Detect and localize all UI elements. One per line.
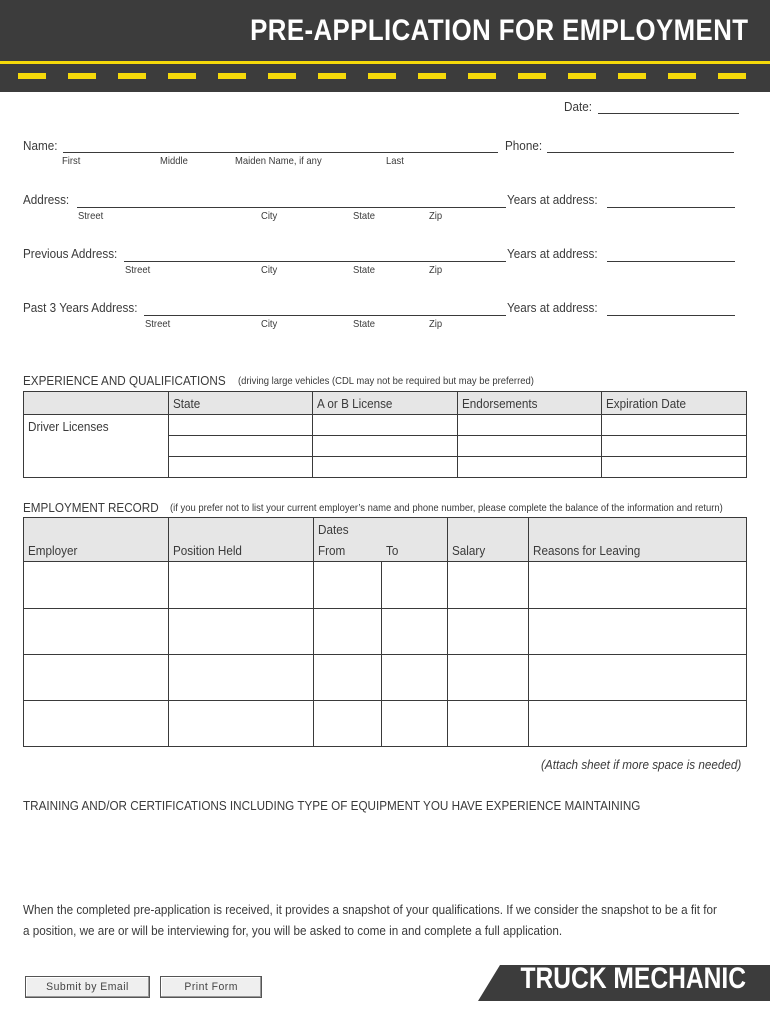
employment-cell[interactable] — [448, 609, 529, 655]
header-banner — [0, 0, 770, 92]
past-address-state-hint: State — [353, 318, 376, 330]
address-label: Address: — [23, 192, 70, 207]
employment-cell[interactable] — [24, 655, 169, 701]
employment-table-header — [24, 518, 747, 562]
employment-row — [24, 609, 747, 655]
license-cell[interactable] — [168, 436, 313, 457]
employment-header-salary: Salary — [448, 518, 529, 562]
license-header-blank — [24, 392, 169, 415]
employment-cell[interactable] — [529, 562, 747, 609]
closing-line-2: a position, we are or will be interviewing for, you will be asked to come in and complete a full application. — [23, 923, 563, 938]
license-header-endorsements: Endorsements — [458, 392, 602, 415]
employment-cell[interactable] — [382, 701, 448, 747]
license-cell[interactable] — [168, 457, 313, 478]
prev-address-city-hint: City — [261, 264, 278, 276]
road-stripe — [0, 61, 770, 64]
license-header-expiration: Expiration Date — [602, 392, 747, 415]
road-dash — [618, 73, 646, 79]
prev-address-field[interactable] — [124, 244, 506, 260]
address-street-hint: Street — [78, 210, 104, 222]
employment-cell[interactable] — [382, 562, 448, 609]
road-dash — [468, 73, 496, 79]
employment-header-employer: Employer — [24, 518, 169, 562]
road-dash — [268, 73, 296, 79]
attach-sheet-note: (Attach sheet if more space is needed) — [541, 757, 742, 772]
license-row — [24, 415, 747, 436]
employment-cell[interactable] — [529, 655, 747, 701]
license-header-class: A or B License — [313, 392, 458, 415]
employment-cell[interactable] — [168, 609, 313, 655]
employment-row — [24, 655, 747, 701]
employment-cell[interactable] — [382, 655, 448, 701]
road-dashes — [0, 73, 770, 81]
license-cell[interactable] — [458, 436, 602, 457]
employment-cell[interactable] — [24, 609, 169, 655]
print-form-button[interactable]: Print Form — [160, 976, 262, 998]
license-cell[interactable] — [313, 415, 458, 436]
employment-heading: EMPLOYMENT RECORD — [23, 500, 159, 515]
address-years-label: Years at address: — [507, 192, 598, 207]
past-address-field[interactable] — [144, 298, 506, 314]
past-address-underline — [144, 315, 506, 316]
road-dash — [68, 73, 96, 79]
employment-header-dates: Dates — [317, 522, 349, 537]
employment-cell[interactable] — [313, 701, 382, 747]
license-cell[interactable] — [313, 436, 458, 457]
training-heading: TRAINING AND/OR CERTIFICATIONS INCLUDING TYPE OF EQUIPMENT YOU HAVE EXPERIENCE MAINTAINING — [23, 798, 641, 813]
road-dash — [668, 73, 696, 79]
road-dash — [518, 73, 546, 79]
date-underline — [598, 113, 739, 114]
date-label: Date: — [564, 99, 592, 114]
employment-header-reasons: Reasons for Leaving — [529, 518, 747, 562]
road-dash — [718, 73, 746, 79]
employment-cell[interactable] — [448, 655, 529, 701]
past-address-years-underline — [607, 315, 735, 316]
employment-cell[interactable] — [24, 562, 169, 609]
name-field[interactable] — [63, 136, 498, 152]
employment-cell[interactable] — [168, 701, 313, 747]
date-field[interactable] — [598, 97, 739, 113]
closing-paragraph — [23, 899, 753, 941]
employment-cell[interactable] — [529, 701, 747, 747]
employment-cell[interactable] — [313, 562, 382, 609]
employment-cell[interactable] — [382, 609, 448, 655]
address-years-underline — [607, 207, 735, 208]
address-zip-hint: Zip — [429, 210, 443, 222]
prev-address-years-label: Years at address: — [507, 246, 598, 261]
employment-cell[interactable] — [168, 655, 313, 701]
license-cell[interactable] — [602, 457, 747, 478]
prev-address-years-underline — [607, 261, 735, 262]
license-cell[interactable] — [168, 415, 313, 436]
experience-note: (driving large vehicles (CDL may not be required but may be preferred) — [238, 375, 534, 387]
prev-address-zip-hint: Zip — [429, 264, 443, 276]
address-state-hint: State — [353, 210, 376, 222]
address-city-hint: City — [261, 210, 278, 222]
past-address-zip-hint: Zip — [429, 318, 443, 330]
prev-address-years-field[interactable] — [607, 244, 735, 260]
name-last-hint: Last — [386, 155, 404, 167]
prev-address-label: Previous Address: — [23, 246, 118, 261]
road-dash — [18, 73, 46, 79]
employment-header-position: Position Held — [168, 518, 313, 562]
license-cell[interactable] — [458, 415, 602, 436]
license-table — [23, 391, 747, 478]
license-cell[interactable] — [313, 457, 458, 478]
road-dash — [368, 73, 396, 79]
prev-address-state-hint: State — [353, 264, 376, 276]
employment-row — [24, 701, 747, 747]
page-title: PRE-APPLICATION FOR EMPLOYMENT — [249, 14, 748, 47]
prev-address-street-hint: Street — [125, 264, 151, 276]
submit-by-email-button[interactable]: Submit by Email — [25, 976, 150, 998]
address-years-field[interactable] — [607, 190, 735, 206]
employment-cell[interactable] — [529, 609, 747, 655]
employment-header-from: Dates From — [313, 518, 382, 562]
employment-cell[interactable] — [313, 609, 382, 655]
phone-label: Phone: — [505, 138, 543, 153]
phone-field[interactable] — [547, 136, 734, 152]
job-title-text: TRUCK MECHANIC — [520, 962, 746, 995]
road-dash — [568, 73, 596, 79]
name-underline — [63, 152, 498, 153]
road-dash — [318, 73, 346, 79]
experience-heading: EXPERIENCE AND QUALIFICATIONS — [23, 373, 226, 388]
road-dash — [168, 73, 196, 79]
license-header-state: State — [168, 392, 313, 415]
driver-licenses-label: Driver Licenses — [24, 415, 169, 478]
closing-line-1: When the completed pre-application is received, it provides a snapshot of your qualifications. If we consider the snapshot to be a fit for — [23, 902, 717, 917]
past-address-label: Past 3 Years Address: — [23, 300, 138, 315]
employment-cell[interactable] — [313, 655, 382, 701]
address-underline — [77, 207, 506, 208]
past-address-street-hint: Street — [145, 318, 171, 330]
license-cell[interactable] — [458, 457, 602, 478]
license-cell[interactable] — [602, 436, 747, 457]
employment-table — [23, 517, 747, 747]
road-dash — [218, 73, 246, 79]
employment-header-to: To — [382, 518, 448, 562]
name-label: Name: — [23, 138, 58, 153]
phone-underline — [547, 152, 734, 153]
employment-cell[interactable] — [24, 701, 169, 747]
address-field[interactable] — [77, 190, 506, 206]
employment-cell[interactable] — [448, 562, 529, 609]
past-address-years-label: Years at address: — [507, 300, 598, 315]
name-middle-hint: Middle — [160, 155, 188, 167]
training-field[interactable] — [23, 818, 747, 890]
employment-note: (if you prefer not to list your current employer’s name and phone number, please complete the balance of the information and return) — [170, 502, 723, 514]
employment-cell[interactable] — [448, 701, 529, 747]
road-dash — [118, 73, 146, 79]
prev-address-underline — [124, 261, 506, 262]
road-dash — [418, 73, 446, 79]
past-address-years-field[interactable] — [607, 298, 735, 314]
employment-cell[interactable] — [168, 562, 313, 609]
name-first-hint: First — [62, 155, 81, 167]
past-address-city-hint: City — [261, 318, 278, 330]
name-maiden-hint: Maiden Name, if any — [235, 155, 322, 167]
license-cell[interactable] — [602, 415, 747, 436]
employment-row — [24, 562, 747, 609]
license-table-header — [24, 392, 747, 415]
